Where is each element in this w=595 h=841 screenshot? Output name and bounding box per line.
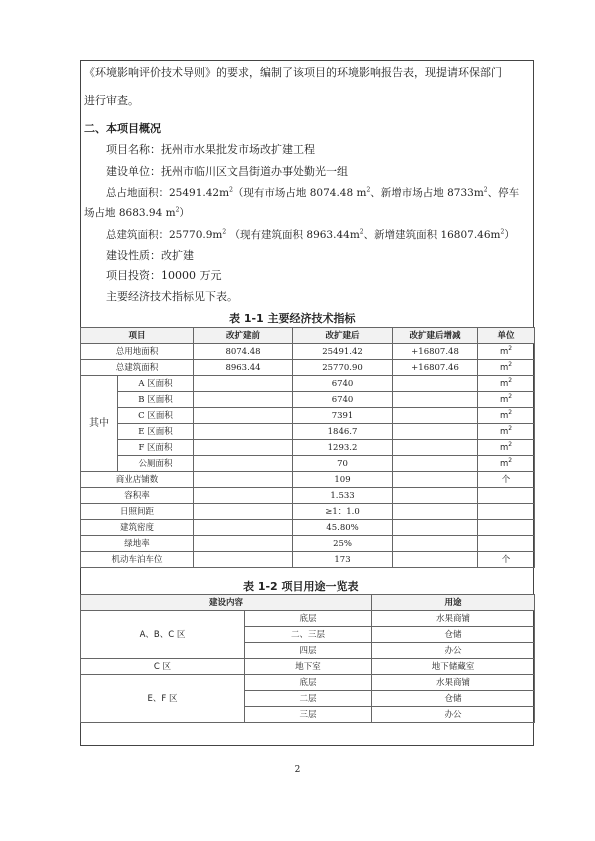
table-row: 二层 仓储 — [81, 691, 535, 707]
table-row: 三层 办公 — [81, 707, 535, 723]
table-row: 二、三层 仓储 — [81, 627, 535, 643]
table2-header-row — [81, 595, 535, 611]
table-row: 商业店铺数 109 个 — [81, 472, 535, 488]
page-number: 2 — [294, 765, 301, 775]
table-row: F 区面积 1293.2 $m^2$ — [81, 440, 535, 456]
table1-header-row — [81, 328, 535, 344]
col-header-before: 改扩建前 — [194, 328, 293, 344]
col-header-content: 建设内容 — [81, 595, 372, 611]
project-name: 项目名称：抚州市水果批发市场改扩建工程 — [106, 143, 315, 156]
group-c: C 区 — [81, 659, 245, 675]
col-header-unit: 单位 — [478, 328, 535, 344]
intro-line-1: 《环境影响评价技术导则》的要求，编制了该项目的环境影响报告表，现提请环保部门 — [84, 66, 502, 79]
table-row: 日照间距 ≥1：1.0 — [81, 504, 535, 520]
table-row: E 区面积 1846.7 $m^2$ — [81, 424, 535, 440]
col-header-after: 改扩建后 — [293, 328, 393, 344]
table-row: A、B、C 区 底层 水果商铺 — [81, 611, 535, 627]
group-ef: E、F 区 — [81, 675, 245, 723]
table-row: B 区面积 6740 $m^2$ — [81, 392, 535, 408]
table-row: 机动车泊车位 173 个 — [81, 552, 535, 568]
table-row: 公厕面积 70 $m^2$ — [81, 456, 535, 472]
group-label: 其中 — [81, 376, 118, 472]
project-investment: 项目投资：10000 万元 — [106, 269, 222, 282]
table2-caption: 表 1-2 项目用途一览表 — [243, 580, 359, 593]
table-note: 主要经济技术指标见下表。 — [106, 290, 238, 303]
col-header-usage: 用途 — [372, 595, 535, 611]
intro-line-2: 进行审查。 — [84, 94, 139, 107]
group-abc: A、B、C 区 — [81, 611, 245, 659]
table-row: 绿地率 25% — [81, 536, 535, 552]
table-economic-indicators — [80, 327, 535, 568]
table-row: 建筑密度 45.80% — [81, 520, 535, 536]
table-row: C 区 地下室 地下储藏室 — [81, 659, 535, 675]
table-row: 总用地面积 8074.48 25491.42 +16807.48 $m^2$ — [81, 344, 535, 360]
table-row: E、F 区 底层 水果商铺 — [81, 675, 535, 691]
col-header-item: 项目 — [81, 328, 194, 344]
table1-caption: 表 1-1 主要经济技术指标 — [229, 312, 356, 325]
table-project-usage — [80, 594, 535, 723]
construction-unit: 建设单位：抚州市临川区文昌街道办事处勤光一组 — [106, 165, 348, 178]
total-land-area: 总占地面积：$25491.42m^2$（现有市场占地 8074.48 $m^2$、新增市场占地 $8733m^2$、停车 — [106, 186, 520, 199]
table-row: 容积率 1.533 — [81, 488, 535, 504]
construction-nature: 建设性质：改扩建 — [106, 249, 194, 262]
total-land-area-cont: 场占地 8683.94 $m^2$） — [84, 206, 190, 219]
section-title: 二、本项目概况 — [84, 122, 161, 135]
table-row: 其中 A 区面积 6740 $m^2$ — [81, 376, 535, 392]
total-building-area: 总建筑面积：$25770.9m^2$ （现有建筑面积 $8963.44m^2$、新增建筑面积 $16807.46m^2$） — [106, 228, 515, 241]
table-row: C 区面积 7391 $m^2$ — [81, 408, 535, 424]
col-header-change: 改扩建后增减 — [393, 328, 478, 344]
table-row: 总建筑面积 8963.44 25770.90 +16807.46 $m^2$ — [81, 360, 535, 376]
table-row: 四层 办公 — [81, 643, 535, 659]
